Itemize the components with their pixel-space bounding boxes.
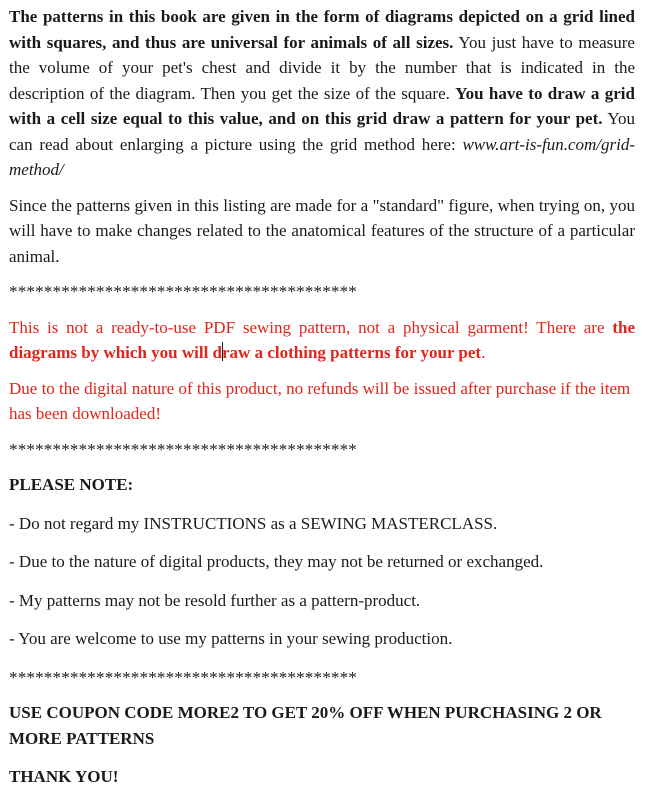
please-note-heading: PLEASE NOTE:	[9, 475, 134, 494]
intro-bold-instruction: You have to draw a grid with a cell size equal to this value, and on this grid draw a pattern for your pet.	[9, 83, 635, 128]
warning-bold-part2: raw a clothing patterns for your pet	[222, 343, 482, 362]
warning-not-physical	[9, 315, 635, 366]
note-item: - You are welcome to use my patterns in your sewing production.	[9, 629, 453, 648]
separator: ****************************************	[9, 282, 357, 301]
separator: ****************************************	[9, 667, 357, 687]
intro-text: You just have to measure the volume of your pet's chest and divide it by the number that is indicated in the description of the diagram. Then you get the size of the square.	[9, 32, 635, 103]
grid-method-link[interactable]: www.art-is-fun.com/grid-method/	[9, 134, 635, 179]
warning-bold-part1: the diagrams by which you will d	[9, 317, 635, 362]
warning-no-refunds: Due to the digital nature of this product, no refunds will be issued after purchase if the item has been downloaded!	[9, 378, 631, 423]
thank-you-text: THANK YOU!	[9, 767, 119, 786]
separator: ****************************************	[9, 439, 357, 459]
fitting-paragraph: Since the patterns given in this listing are made for a "standard" figure, when trying on, you will have to make changes related to the anatomical features of the structure of a particular animal.	[9, 195, 635, 266]
coupon-text: USE COUPON CODE MORE2 TO GET 20% OFF WHEN PURCHASING 2 OR MORE PATTERNS	[9, 703, 602, 748]
warning-period: .	[481, 343, 486, 362]
intro-link-lead: You can read about enlarging a picture using the grid method here:	[9, 109, 635, 154]
intro-bold-lead: The patterns in this book are given in the form of diagrams depicted on a grid lined with squares, and thus are universal for animals of all sizes.	[9, 7, 635, 52]
note-item: - Due to the nature of digital products, they may not be returned or exchanged.	[9, 552, 544, 571]
warning-text: This is not a ready-to-use PDF sewing pattern, not a physical garment! There are	[9, 317, 613, 337]
note-item: - My patterns may not be resold further as a pattern-product.	[9, 590, 421, 610]
intro-paragraph	[9, 4, 635, 183]
note-item: - Do not regard my INSTRUCTIONS as a SEWING MASTERCLASS.	[9, 513, 498, 533]
document	[9, 4, 635, 803]
